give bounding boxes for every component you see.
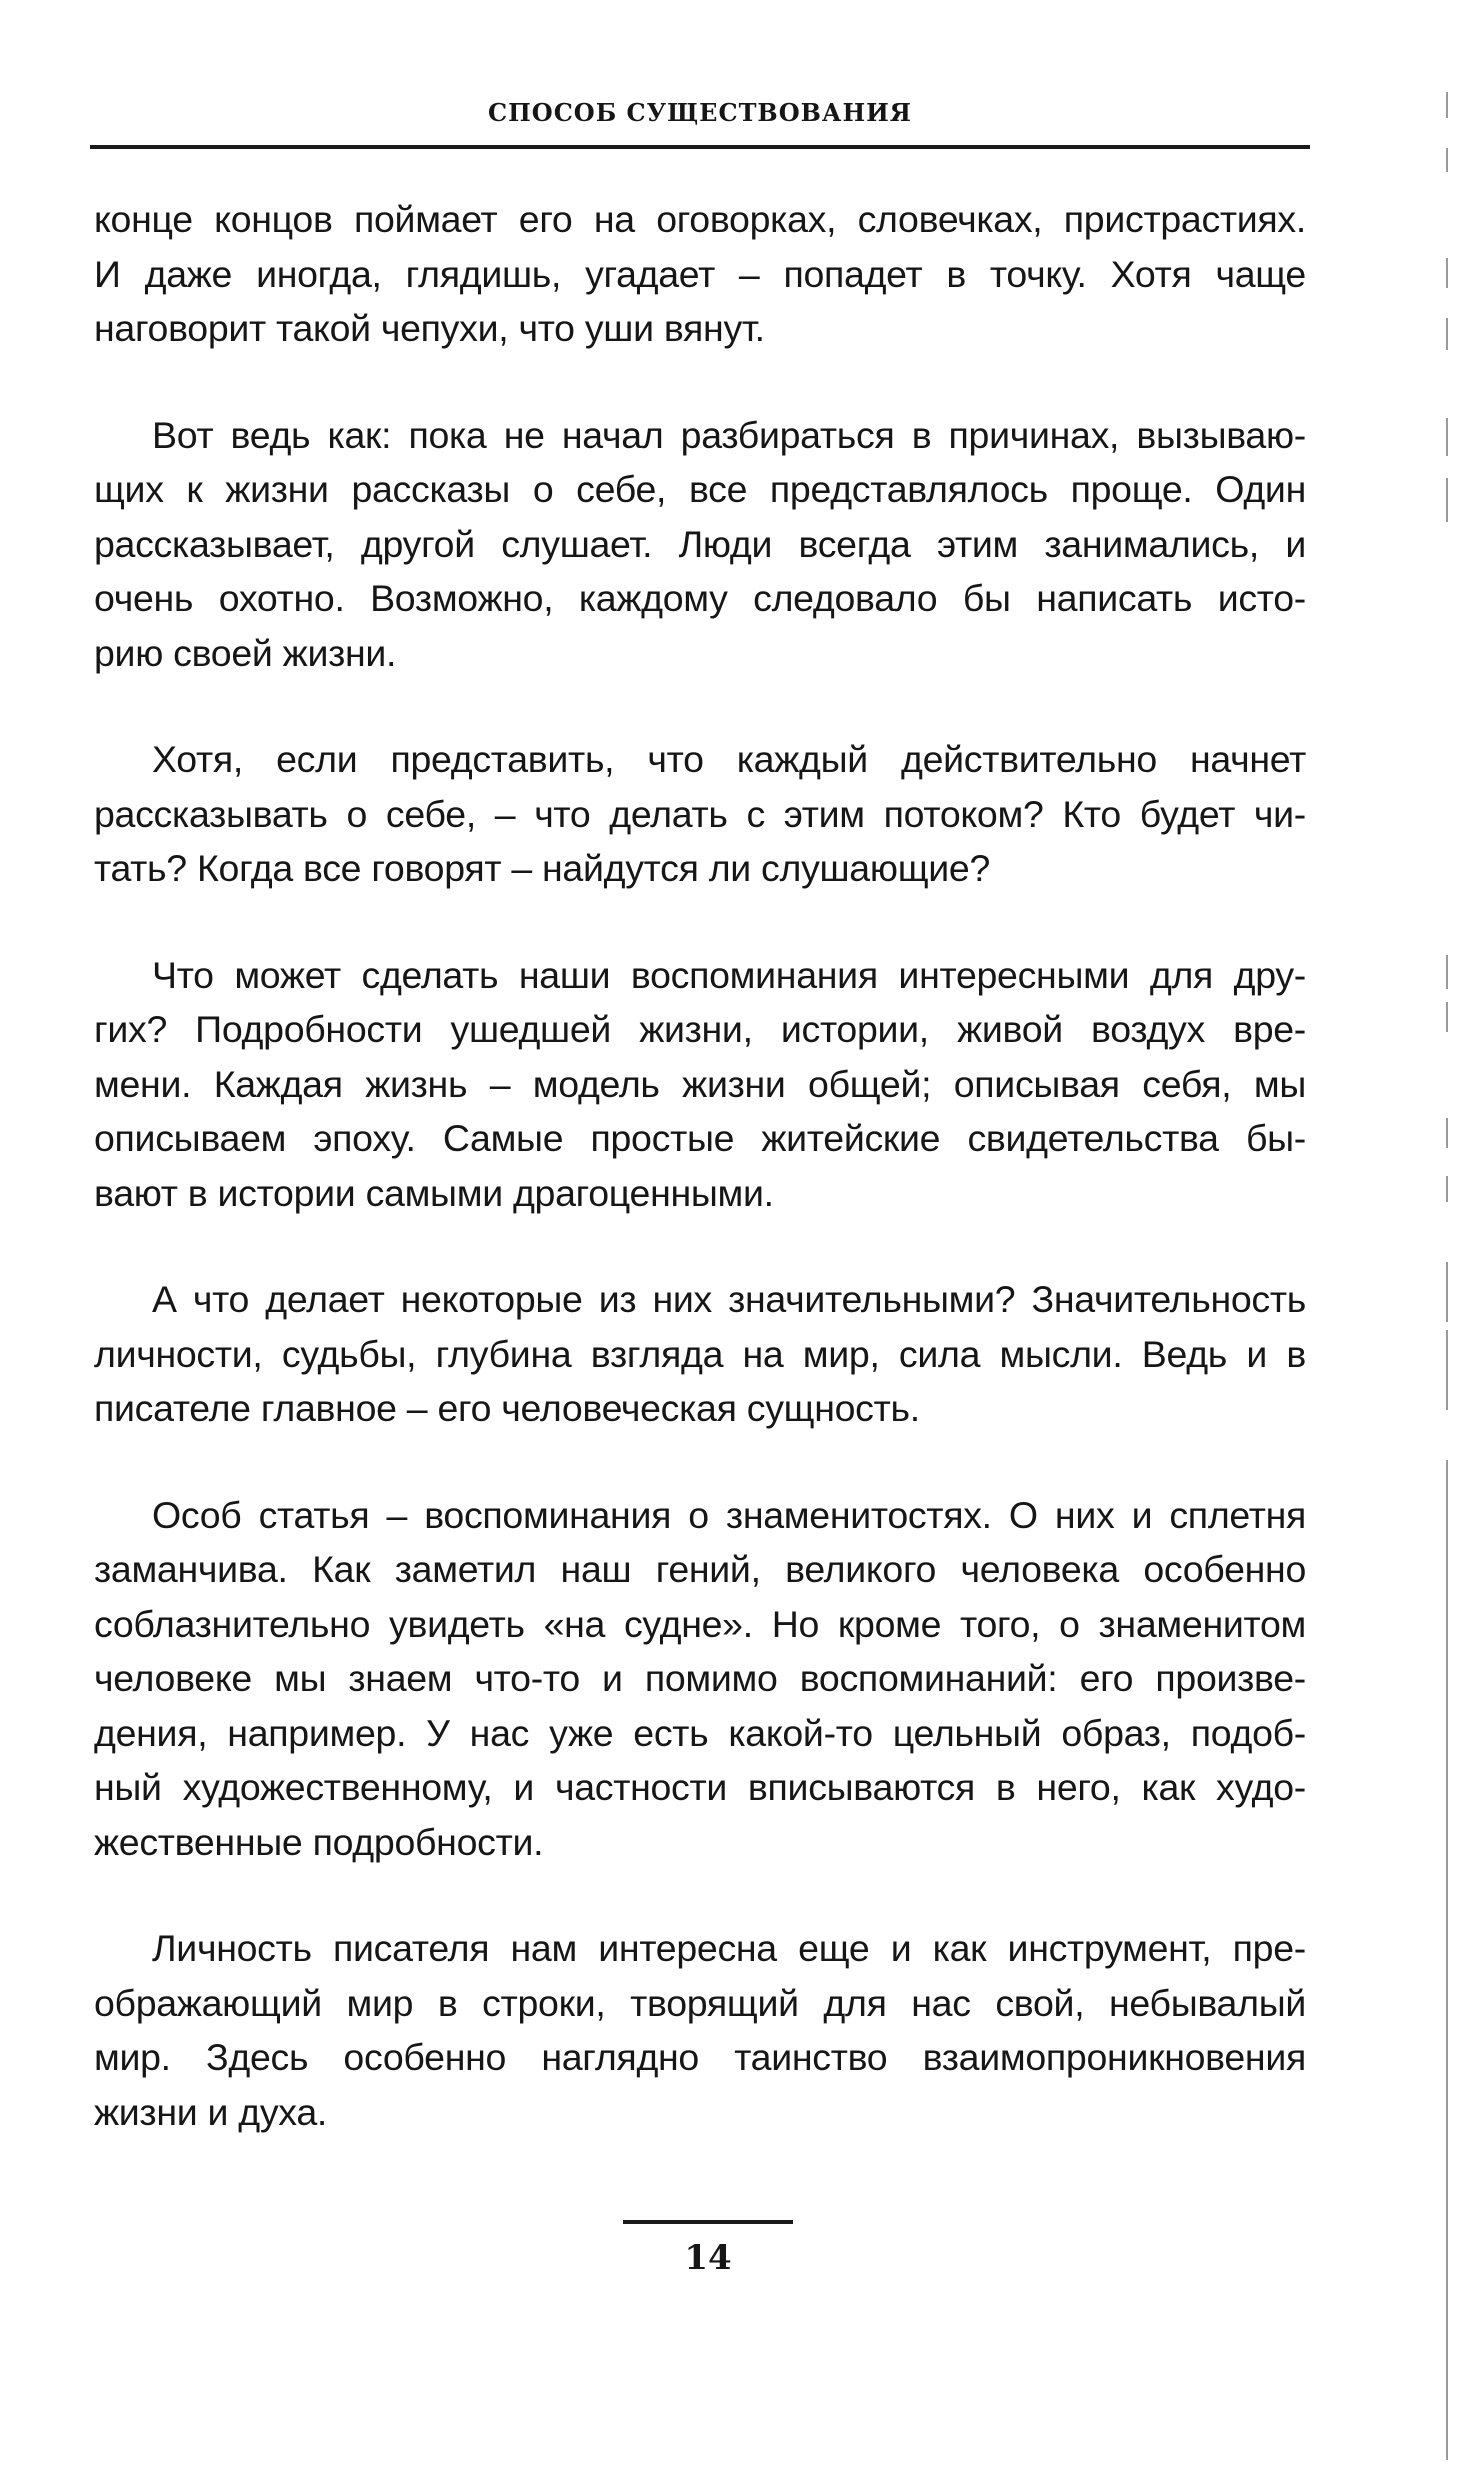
- text-line: конце концов поймает его на оговорках, словечках, пристрастиях.: [94, 198, 1306, 240]
- text-line: жизни и духа.: [94, 2090, 328, 2133]
- text-line: человеке мы знаем что-то и помимо воспоминаний: его произве-: [94, 1657, 1306, 1699]
- text-line: вают в истории самыми драгоценными.: [94, 1171, 774, 1214]
- text-line: описываем эпоху. Самые простые житейские свидетельства бы-: [94, 1117, 1306, 1159]
- header-rule: [90, 145, 1310, 149]
- text-line: рассказывает, другой слушает. Люди всегда этим занимались, и: [94, 522, 1306, 565]
- text-line: рию своей жизни.: [94, 631, 397, 674]
- running-head: СПОСОБ СУЩЕСТВОВАНИЯ: [488, 98, 912, 127]
- text-line: И даже иногда, глядишь, угадает – попадет в точку. Хотя чаще: [94, 252, 1306, 295]
- text-line: Вот ведь как: пока не начал разбираться в причинах, вызываю-: [152, 413, 1306, 456]
- paragraph: [94, 1488, 1306, 1870]
- text-line: мени. Каждая жизнь – модель жизни общей; описывая себя, мы: [94, 1062, 1306, 1105]
- paragraph: [94, 948, 1306, 1221]
- text-line: наговорит такой чепухи, что уши вянут.: [94, 307, 765, 349]
- body-text: [94, 192, 1306, 2191]
- paragraph: [94, 1272, 1306, 1436]
- text-line: Особ статья – воспоминания о знаменитостях. О них и сплетня: [152, 1493, 1306, 1536]
- page-edge-marks: [1443, 0, 1453, 2470]
- text-line: щих к жизни рассказы о себе, все представлялось проще. Один: [94, 468, 1306, 510]
- text-line: Личность писателя нам интересна еще и как инструмент, пре-: [152, 1927, 1306, 1969]
- text-line: писателе главное – его человеческая сущность.: [94, 1387, 920, 1429]
- text-line: А что делает некоторые из них значительными? Значительность: [152, 1278, 1306, 1320]
- text-line: жественные подробности.: [94, 1820, 544, 1863]
- text-line: заманчива. Как заметил наш гений, великого человека особенно: [94, 1548, 1306, 1590]
- text-line: соблазнительно увидеть «на судне». Но кроме того, о знаменитом: [94, 1602, 1306, 1645]
- text-line: дения, например. У нас уже есть какой-то цельный образ, подоб-: [94, 1711, 1306, 1754]
- text-line: рассказывать о себе, – что делать с этим потоком? Кто будет чи-: [94, 792, 1306, 835]
- text-line: Что может сделать наши воспоминания интересными для дру-: [152, 953, 1306, 996]
- text-line: ный художественному, и частности вписываются в него, как худо-: [94, 1766, 1306, 1808]
- paragraph: [94, 1921, 1306, 2139]
- text-line: очень охотно. Возможно, каждому следовало бы написать исто-: [94, 577, 1306, 619]
- text-line: ображающий мир в строки, творящий для нас свой, небывалый: [94, 1981, 1306, 2024]
- page-number: 14: [684, 2238, 732, 2278]
- text-line: мир. Здесь особенно наглядно таинство взаимопроникновения: [94, 2036, 1306, 2078]
- text-line: личности, судьбы, глубина взгляда на мир, сила мысли. Ведь и в: [94, 1332, 1306, 1375]
- text-line: гих? Подробности ушедшей жизни, истории, живой воздух вре-: [94, 1008, 1306, 1050]
- footer-rule: [623, 2220, 793, 2224]
- text-line: Хотя, если представить, что каждый действительно начнет: [152, 738, 1306, 780]
- paragraph: [94, 732, 1306, 896]
- paragraph: [94, 192, 1306, 356]
- paragraph: [94, 408, 1306, 681]
- text-line: тать? Когда все говорят – найдутся ли слушающие?: [94, 847, 991, 889]
